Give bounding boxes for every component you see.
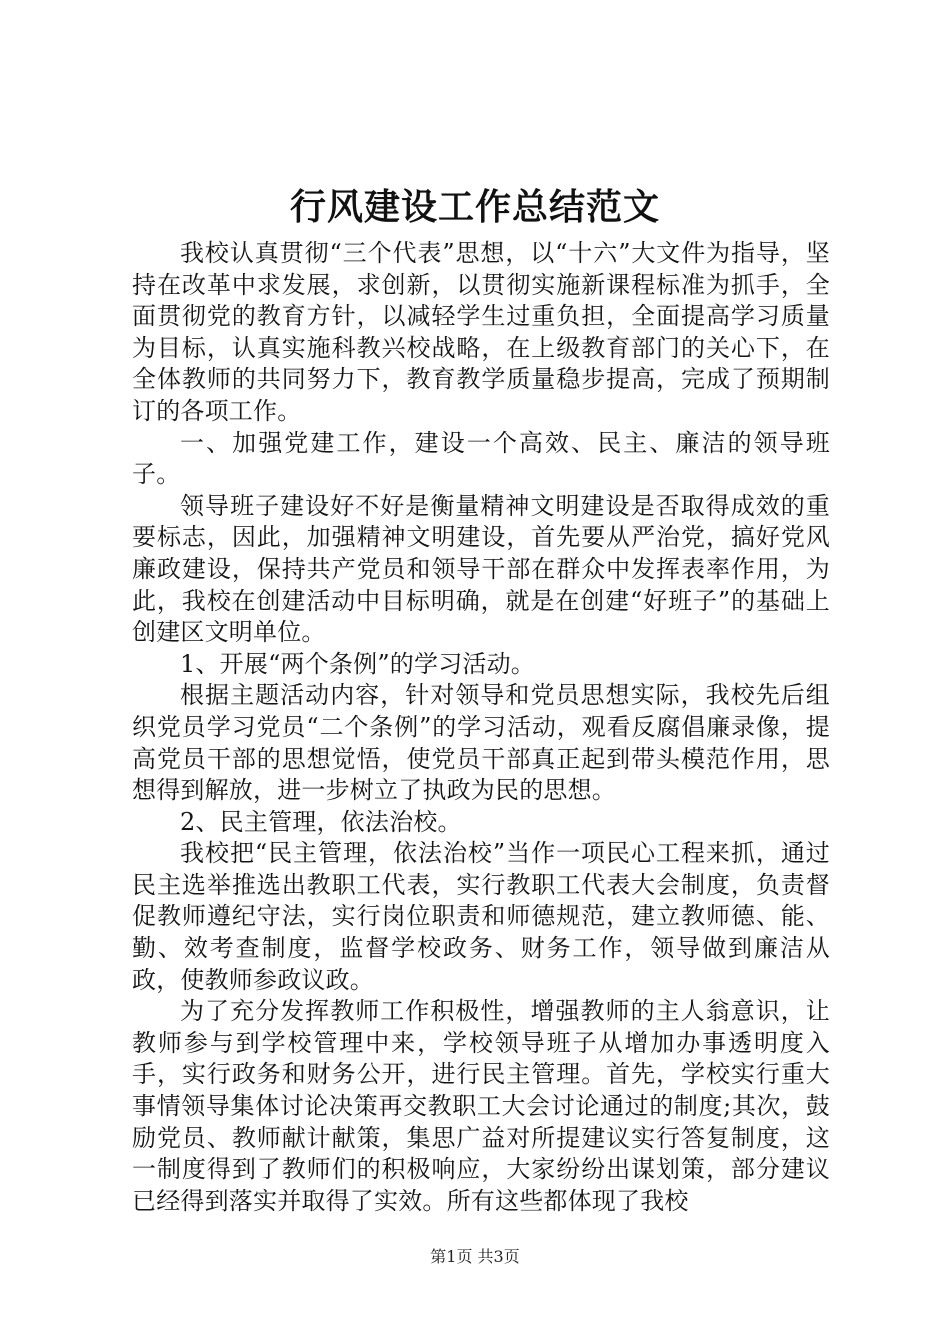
paragraph-leadership: 领导班子建设好不好是衡量精神文明建设是否取得成效的重要标志，因此，加强精神文明建设，首先要从严治党，搞好党风廉政建设，保持共产党员和领导干部在群众中发挥表率作用，为此，我校在创建活动中目标明确，就是在创建“好班子”的基础上创建区文明单位。: [132, 491, 830, 647]
document-body: [132, 238, 830, 1217]
paragraph-teacher-participation: 为了充分发挥教师工作积极性，增强教师的主人翁意识，让教师参与到学校管理中来，学校领导班子从增加办事透明度入手，实行政务和财务公开，进行民主管理。首先，学校实行重大事情领导集体讨论决策再交教职工大会讨论通过的制度;其次，鼓励党员、教师献计献策，集思广益对所提建议实行答复制度，这一制度得到了教师们的积极响应，大家纷纷出谋划策，部分建议已经得到落实并取得了实效。所有这些都体现了我校: [132, 997, 830, 1215]
paragraph-democratic-management: 我校把“民主管理，依法治校”当作一项民心工程来抓，通过民主选举推选出教职工代表，实行教职工代表大会制度，负责督促教师遵纪守法，实行岗位职责和师德规范，建立教师德、能、勤、效考查制度，监督学校政务、财务工作，领导做到廉洁从政，使教师参政议政。: [132, 839, 830, 994]
page-number-footer: 第1页 共3页: [430, 1247, 520, 1266]
paragraph-intro: 我校认真贯彻“三个代表”思想，以“十六”大文件为指导，坚持在改革中求发展，求创新，以贯彻实施新课程标准为抓手，全面贯彻党的教育方针，以减轻学生过重负担，全面提高学习质量为目标，认真实施科教兴校战略，在上级教育部门的关心下，在全体教师的共同努力下，教育教学质量稳步提高，完成了预期制订的各项工作。: [132, 239, 830, 425]
subheading-democratic-management: 2、民主管理，依法治校。: [180, 807, 462, 836]
paragraph-study-activity: 根据主题活动内容，针对领导和党员思想实际，我校先后组织党员学习党员“二个条例”的学习活动，观看反腐倡廉录像，提高党员干部的思想觉悟，使党员干部真正起到带头模范作用，思想得到解放，进一步树立了执政为民的思想。: [132, 681, 830, 805]
document-title: 行风建设工作总结范文: [289, 186, 660, 228]
section-heading-party-building: 一、加强党建工作，建设一个高效、民主、廉洁的领导班子。: [132, 428, 830, 489]
subheading-two-regulations: 1、开展“两个条例”的学习活动。: [180, 649, 536, 678]
